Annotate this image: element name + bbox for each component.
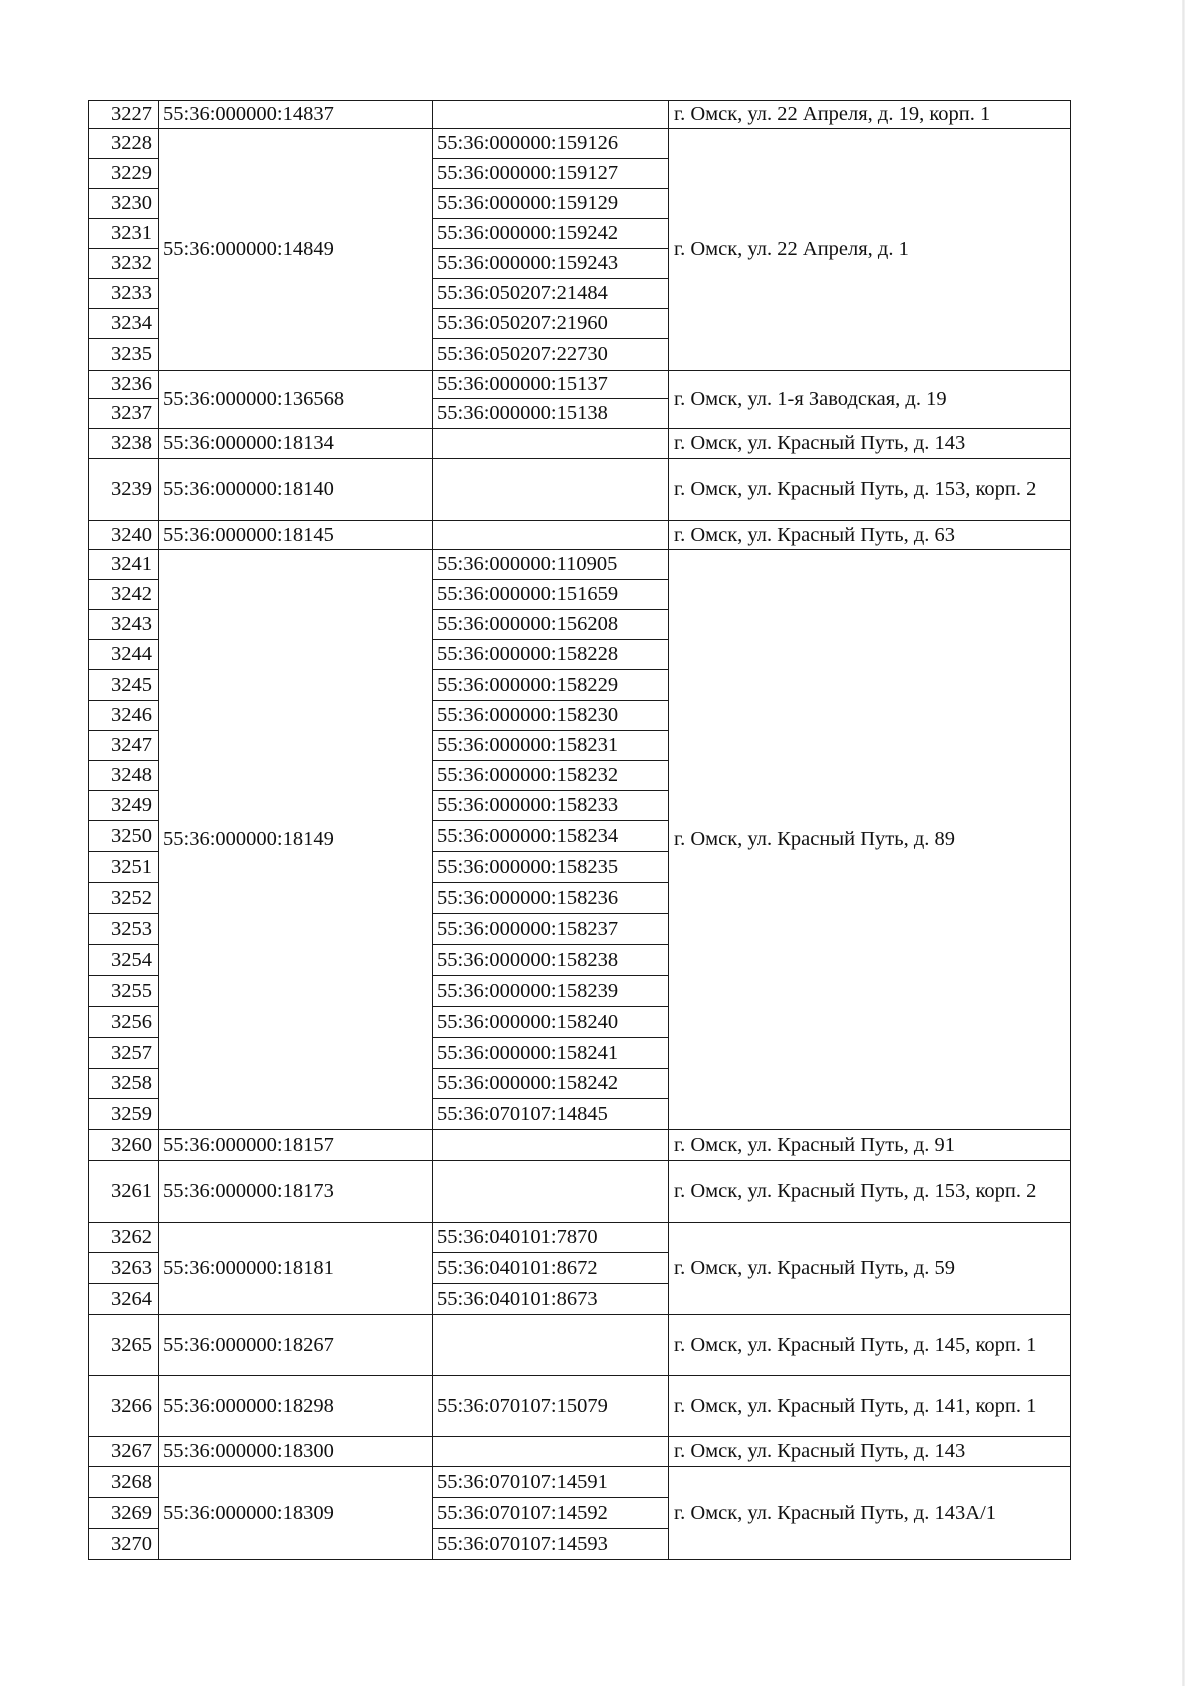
cadastral-number [158,458,433,521]
row-number [88,1160,159,1223]
row-number [88,1252,159,1284]
cadastral-number [158,1314,433,1376]
sub-cadastral-number [432,1314,669,1376]
row-number [88,549,159,580]
row-number-text: 3242 [111,583,152,605]
sub-cadastral-number [432,1466,669,1498]
row-number-text: 3268 [111,1470,152,1493]
sub-cadastral-number-text: 55:36:050207:21960 [437,312,608,334]
sub-cadastral-number [432,700,669,731]
cadastral-number [158,428,433,459]
row-number [88,1006,159,1038]
sub-cadastral-number-text: 55:36:050207:21484 [437,282,608,304]
row-number-text: 3267 [111,1440,152,1462]
sub-cadastral-number [432,549,669,580]
row-number [88,458,159,521]
row-number-text: 3241 [111,553,152,575]
sub-cadastral-number [432,1037,669,1069]
sub-cadastral-number [432,851,669,883]
row-number [88,1314,159,1376]
row-number [88,248,159,279]
address-text: г. Омск, ул. Красный Путь, д. 59 [674,1257,956,1279]
sub-cadastral-number [432,1006,669,1038]
row-number [88,760,159,791]
sub-cadastral-number [432,1068,669,1099]
cadastral-number [158,549,433,1130]
sub-cadastral-number [432,975,669,1007]
sub-cadastral-number-text: 55:36:000000:158233 [437,794,619,816]
address [668,428,1071,459]
row-number [88,398,159,429]
cadastral-number-text: 55:36:000000:18300 [163,1440,334,1462]
row-number [88,520,159,550]
row-number-text: 3253 [111,917,152,940]
sub-cadastral-number-text: 55:36:070107:14591 [437,1470,608,1493]
row-number-text: 3243 [111,613,152,635]
address [668,1375,1071,1437]
sub-cadastral-number [432,308,669,339]
row-number-text: 3237 [111,402,152,424]
row-number [88,1528,159,1560]
address-text: г. Омск, ул. Красный Путь, д. 153, корп. 2 [674,1180,1037,1202]
sub-cadastral-number-text: 55:36:040101:7870 [437,1226,598,1248]
address-text: г. Омск, ул. Красный Путь, д. 143 [674,1440,966,1462]
cadastral-number-text: 55:36:000000:14849 [163,238,334,260]
sub-cadastral-number-text: 55:36:000000:158230 [437,704,619,726]
sub-cadastral-number [432,882,669,914]
row-number [88,278,159,309]
row-number-text: 3270 [111,1532,152,1555]
sub-cadastral-number-text: 55:36:070107:15079 [437,1394,608,1417]
row-number-text: 3266 [111,1394,152,1417]
address [668,1314,1071,1376]
sub-cadastral-number-text: 55:36:000000:158242 [437,1072,619,1094]
row-number-text: 3254 [111,948,152,971]
sub-cadastral-number [432,370,669,399]
row-number-text: 3262 [111,1226,152,1248]
sub-cadastral-number [432,913,669,945]
sub-cadastral-number-text: 55:36:000000:158231 [437,734,619,756]
row-number-text: 3246 [111,704,152,726]
row-number [88,158,159,189]
address-text: г. Омск, ул. Красный Путь, д. 153, корп. 2 [674,478,1037,500]
sub-cadastral-number [432,579,669,610]
sub-cadastral-number [432,428,669,459]
row-number-text: 3238 [111,432,152,454]
sub-cadastral-number [432,1497,669,1529]
sub-cadastral-number-text: 55:36:040101:8672 [437,1256,598,1279]
cadastral-number-text: 55:36:000000:18298 [163,1394,334,1417]
row-number-text: 3250 [111,824,152,847]
sub-cadastral-number-text: 55:36:000000:159127 [437,162,619,184]
row-number-text: 3263 [111,1256,152,1279]
sub-cadastral-number [432,338,669,371]
sub-cadastral-number [432,639,669,670]
sub-cadastral-number-text: 55:36:000000:158234 [437,824,619,847]
cadastral-number [158,520,433,550]
address-text: г. Омск, ул. Красный Путь, д. 91 [674,1133,956,1156]
sub-cadastral-number-text: 55:36:000000:158228 [437,643,619,665]
sub-cadastral-number-text: 55:36:000000:110905 [437,553,618,575]
sub-cadastral-number-text: 55:36:070107:14593 [437,1532,608,1555]
sub-cadastral-number [432,188,669,219]
row-number [88,1283,159,1315]
row-number-text: 3233 [111,282,152,304]
sub-cadastral-number [432,669,669,701]
row-number-text: 3227 [111,103,152,125]
cadastral-number [158,1222,433,1315]
row-number [88,609,159,640]
row-number-text: 3258 [111,1072,152,1094]
row-number-text: 3229 [111,162,152,184]
row-number [88,639,159,670]
address [668,1129,1071,1161]
row-number [88,308,159,339]
address-text: г. Омск, ул. Красный Путь, д. 143А/1 [674,1501,997,1524]
sub-cadastral-number [432,248,669,279]
row-number-text: 3228 [111,132,152,154]
sub-cadastral-number [432,158,669,189]
row-number-text: 3249 [111,794,152,816]
row-number [88,1098,159,1130]
sub-cadastral-number [432,1436,669,1467]
sub-cadastral-number [432,1222,669,1253]
sub-cadastral-number [432,1129,669,1161]
cadastral-number-text: 55:36:000000:18157 [163,1133,334,1156]
row-number [88,338,159,371]
row-number [88,100,159,129]
sub-cadastral-number-text: 55:36:000000:158238 [437,948,619,971]
row-number [88,1497,159,1529]
row-number-text: 3231 [111,222,152,244]
cadastral-number [158,1436,433,1467]
cadastral-number [158,128,433,371]
row-number [88,913,159,945]
sub-cadastral-number [432,1252,669,1284]
sub-cadastral-number-text: 55:36:000000:158239 [437,979,619,1002]
sub-cadastral-number [432,1160,669,1223]
row-number-text: 3269 [111,1501,152,1524]
cadastral-number [158,1466,433,1560]
address-text: г. Омск, ул. Красный Путь, д. 143 [674,432,966,454]
sub-cadastral-number [432,278,669,309]
sub-cadastral-number-text: 55:36:000000:158235 [437,855,619,878]
sub-cadastral-number-text: 55:36:000000:158236 [437,886,619,909]
cadastral-number [158,100,433,129]
row-number [88,218,159,249]
row-number-text: 3245 [111,673,152,696]
row-number [88,882,159,914]
sub-cadastral-number [432,790,669,821]
row-number [88,1068,159,1099]
address [668,370,1071,429]
row-number [88,188,159,219]
sub-cadastral-number [432,100,669,129]
row-number [88,944,159,976]
sub-cadastral-number-text: 55:36:070107:14845 [437,1102,608,1125]
address [668,100,1071,129]
row-number-text: 3230 [111,192,152,214]
sub-cadastral-number [432,1528,669,1560]
cadastral-number-text: 55:36:000000:14837 [163,103,334,125]
row-number-text: 3259 [111,1102,152,1125]
row-number-text: 3232 [111,252,152,274]
address [668,1160,1071,1223]
sub-cadastral-number-text: 55:36:000000:158229 [437,673,619,696]
sub-cadastral-number [432,1375,669,1437]
row-number-text: 3251 [111,855,152,878]
row-number-text: 3244 [111,643,152,665]
sub-cadastral-number [432,820,669,852]
cadastral-number-text: 55:36:000000:18149 [163,828,334,850]
sub-cadastral-number-text: 55:36:000000:159243 [437,252,619,274]
cadastral-number-text: 55:36:000000:18140 [163,478,334,500]
sub-cadastral-number [432,520,669,550]
address [668,458,1071,521]
row-number [88,579,159,610]
sub-cadastral-number [432,458,669,521]
row-number [88,975,159,1007]
row-number-text: 3264 [111,1287,152,1310]
address-text: г. Омск, ул. Красный Путь, д. 63 [674,523,956,546]
row-number-text: 3252 [111,886,152,909]
address [668,1466,1071,1560]
row-number-text: 3248 [111,764,152,786]
sub-cadastral-number-text: 55:36:000000:158237 [437,917,619,940]
address-text: г. Омск, ул. 22 Апреля, д. 19, корп. 1 [674,103,991,125]
sub-cadastral-number [432,760,669,791]
address [668,1436,1071,1467]
row-number-text: 3260 [111,1133,152,1156]
cadastral-number-text: 55:36:000000:18267 [163,1333,334,1356]
sub-cadastral-number-text: 55:36:000000:15138 [437,402,608,424]
row-number [88,1466,159,1498]
address [668,128,1071,371]
sub-cadastral-number-text: 55:36:000000:158232 [437,764,619,786]
row-number-text: 3234 [111,312,152,334]
cadastral-number [158,1129,433,1161]
sub-cadastral-number-text: 55:36:000000:159126 [437,132,619,154]
cadastral-number-text: 55:36:000000:18173 [163,1180,334,1202]
row-number [88,128,159,159]
sub-cadastral-number [432,609,669,640]
sub-cadastral-number-text: 55:36:000000:158240 [437,1010,619,1033]
sub-cadastral-number-text: 55:36:000000:159242 [437,222,619,244]
sub-cadastral-number [432,1283,669,1315]
row-number-text: 3261 [111,1180,152,1202]
row-number [88,851,159,883]
row-number-text: 3265 [111,1333,152,1356]
address-text: г. Омск, ул. Красный Путь, д. 145, корп. 1 [674,1333,1037,1356]
row-number-text: 3257 [111,1041,152,1064]
row-number [88,428,159,459]
cadastral-number [158,370,433,429]
sub-cadastral-number [432,944,669,976]
row-number [88,790,159,821]
address-text: г. Омск, ул. Красный Путь, д. 141, корп. 1 [674,1394,1037,1417]
sub-cadastral-number-text: 55:36:000000:15137 [437,373,608,395]
address-text: г. Омск, ул. 22 Апреля, д. 1 [674,238,909,260]
sub-cadastral-number [432,730,669,761]
row-number [88,1222,159,1253]
sub-cadastral-number [432,128,669,159]
sub-cadastral-number-text: 55:36:040101:8673 [437,1287,598,1310]
row-number [88,1375,159,1437]
row-number [88,730,159,761]
row-number-text: 3235 [111,343,152,365]
row-number-text: 3256 [111,1010,152,1033]
sub-cadastral-number-text: 55:36:000000:156208 [437,613,619,635]
row-number [88,1129,159,1161]
row-number [88,820,159,852]
scan-edge [1182,0,1185,1686]
cadastral-number-text: 55:36:000000:136568 [163,388,345,410]
cadastral-number-text: 55:36:000000:18145 [163,523,334,546]
row-number [88,1436,159,1467]
cadastral-number-text: 55:36:000000:18134 [163,432,334,454]
row-number [88,700,159,731]
row-number [88,669,159,701]
cadastral-number-text: 55:36:000000:18309 [163,1501,334,1524]
row-number-text: 3239 [111,478,152,500]
sub-cadastral-number-text: 55:36:000000:159129 [437,192,619,214]
cadastral-number [158,1375,433,1437]
row-number-text: 3236 [111,373,152,395]
sub-cadastral-number-text: 55:36:050207:22730 [437,343,608,365]
row-number-text: 3255 [111,979,152,1002]
row-number [88,370,159,399]
sub-cadastral-number-text: 55:36:070107:14592 [437,1501,608,1524]
address [668,549,1071,1130]
sub-cadastral-number [432,1098,669,1130]
cadastral-number [158,1160,433,1223]
sub-cadastral-number-text: 55:36:000000:158241 [437,1041,619,1064]
address [668,1222,1071,1315]
row-number [88,1037,159,1069]
address-text: г. Омск, ул. Красный Путь, д. 89 [674,828,956,850]
sub-cadastral-number-text: 55:36:000000:151659 [437,583,619,605]
row-number-text: 3247 [111,734,152,756]
sub-cadastral-number [432,218,669,249]
sub-cadastral-number [432,398,669,429]
row-number-text: 3240 [111,523,152,546]
cadastral-number-text: 55:36:000000:18181 [163,1257,334,1279]
address-text: г. Омск, ул. 1-я Заводская, д. 19 [674,388,947,410]
address [668,520,1071,550]
